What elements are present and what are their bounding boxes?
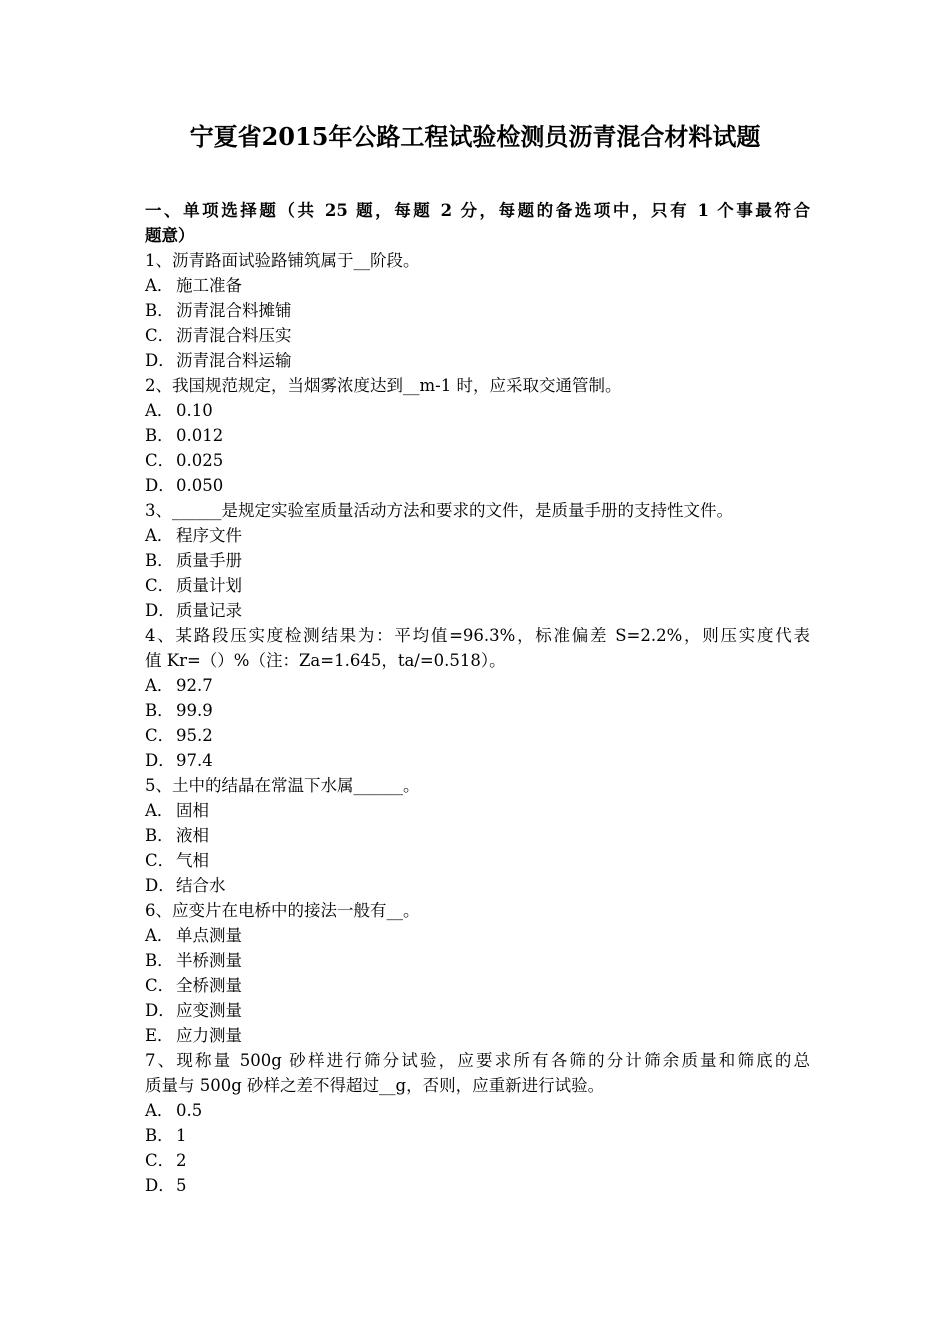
option-row [145, 1173, 810, 1198]
option-letter: B． [145, 551, 174, 570]
option-row [145, 998, 810, 1023]
option-letter: B． [145, 951, 174, 970]
option-text: 99.9 [176, 701, 213, 720]
option-text: 质量手册 [176, 551, 242, 570]
question-stem-line: 2、我国规范规定，当烟雾浓度达到__m-1 时，应采取交通管制。 [145, 376, 622, 395]
option-letter: D． [145, 876, 175, 895]
question-1 [145, 248, 810, 373]
option-text: 2 [176, 1151, 187, 1170]
option-row [145, 1123, 810, 1148]
option-text: 程序文件 [176, 526, 242, 545]
question-stem-line: 7、现称量 500g 砂样进行筛分试验，应要求所有各筛的分计筛余质量和筛底的总 [145, 1051, 810, 1070]
option-text: 液相 [176, 826, 209, 845]
document-title: 宁夏省2015年公路工程试验检测员沥青混合材料试题 [189, 122, 761, 151]
option-row [145, 973, 810, 998]
option-text: 质量计划 [176, 576, 242, 595]
option-text: 应变测量 [176, 1001, 242, 1020]
option-text: 沥青混合料运输 [176, 351, 292, 370]
option-letter: D． [145, 601, 175, 620]
option-letter: B． [145, 426, 174, 445]
option-row [145, 673, 810, 698]
option-row [145, 548, 810, 573]
option-text: 全桥测量 [176, 976, 242, 995]
option-text: 固相 [176, 801, 209, 820]
option-text: 97.4 [176, 751, 213, 770]
option-letter: A． [145, 1101, 174, 1120]
option-letter: A． [145, 401, 174, 420]
option-text: 0.012 [176, 426, 224, 445]
option-letter: D． [145, 476, 175, 495]
option-text: 5 [176, 1176, 187, 1195]
option-row [145, 298, 810, 323]
option-row [145, 873, 810, 898]
option-row [145, 523, 810, 548]
section-heading [145, 198, 810, 248]
option-letter: A． [145, 676, 174, 695]
question-stem-line: 1、沥青路面试验路铺筑属于__阶段。 [145, 251, 420, 270]
option-row [145, 748, 810, 773]
option-row [145, 823, 810, 848]
option-row [145, 473, 810, 498]
option-letter: A． [145, 926, 174, 945]
section-heading-line-1: 一、单项选择题（共 25 题，每题 2 分，每题的备选项中，只有 1 个事最符合 [145, 201, 810, 220]
option-letter: C． [145, 326, 175, 345]
option-letter: B． [145, 826, 174, 845]
option-letter: A． [145, 526, 174, 545]
option-text: 施工准备 [176, 276, 242, 295]
option-row [145, 1098, 810, 1123]
question-3 [145, 498, 810, 623]
question-7 [145, 1048, 810, 1198]
option-row [145, 798, 810, 823]
option-letter: A． [145, 276, 174, 295]
question-stem-line: 6、应变片在电桥中的接法一般有__。 [145, 901, 420, 920]
option-letter: C． [145, 976, 175, 995]
option-text: 应力测量 [176, 1026, 242, 1045]
question-stem-line: 3、______是规定实验室质量活动方法和要求的文件，是质量手册的支持性文件。 [145, 501, 733, 520]
question-stem-line: 4、某路段压实度检测结果为：平均值=96.3%，标准偏差 S=2.2%，则压实度代表 [145, 626, 810, 645]
option-letter: D． [145, 1001, 175, 1020]
option-text: 沥青混合料摊铺 [176, 301, 292, 320]
option-row [145, 273, 810, 298]
option-row [145, 848, 810, 873]
option-row [145, 948, 810, 973]
option-letter: B． [145, 301, 174, 320]
option-row [145, 448, 810, 473]
option-letter: C． [145, 851, 175, 870]
option-row [145, 1023, 810, 1048]
option-text: 1 [176, 1126, 187, 1145]
question-stem-line: 5、土中的结晶在常温下水属______。 [145, 776, 420, 795]
option-letter: B． [145, 701, 174, 720]
option-row [145, 923, 810, 948]
question-4 [145, 623, 810, 773]
option-row [145, 723, 810, 748]
option-letter: D． [145, 351, 175, 370]
question-2 [145, 373, 810, 498]
option-text: 92.7 [176, 676, 213, 695]
option-text: 质量记录 [176, 601, 242, 620]
question-6 [145, 898, 810, 1048]
option-letter: D． [145, 751, 175, 770]
option-text: 气相 [176, 851, 209, 870]
question-5 [145, 773, 810, 898]
option-text: 0.5 [176, 1101, 203, 1120]
option-text: 沥青混合料压实 [176, 326, 292, 345]
option-letter: E． [145, 1026, 174, 1045]
option-text: 0.025 [176, 451, 224, 470]
option-row [145, 573, 810, 598]
option-row [145, 423, 810, 448]
question-stem-line: 值 Kr=（）%（注：Za=1.645，ta/=0.518）。 [145, 651, 506, 670]
question-list [145, 248, 810, 1198]
option-row [145, 598, 810, 623]
option-text: 结合水 [176, 876, 226, 895]
option-row [145, 398, 810, 423]
option-text: 0.050 [176, 476, 224, 495]
option-row [145, 1148, 810, 1173]
option-row [145, 348, 810, 373]
option-row [145, 323, 810, 348]
option-letter: C． [145, 576, 175, 595]
option-text: 0.10 [176, 401, 213, 420]
option-letter: C． [145, 1151, 175, 1170]
option-letter: B． [145, 1126, 174, 1145]
option-letter: A． [145, 801, 174, 820]
option-text: 95.2 [176, 726, 213, 745]
option-row [145, 698, 810, 723]
question-stem-line: 质量与 500g 砂样之差不得超过__g，否则，应重新进行试验。 [145, 1076, 605, 1095]
option-text: 半桥测量 [176, 951, 242, 970]
section-heading-line-2: 题意） [145, 226, 195, 245]
option-text: 单点测量 [176, 926, 242, 945]
option-letter: C． [145, 726, 175, 745]
option-letter: D． [145, 1176, 175, 1195]
option-letter: C． [145, 451, 175, 470]
